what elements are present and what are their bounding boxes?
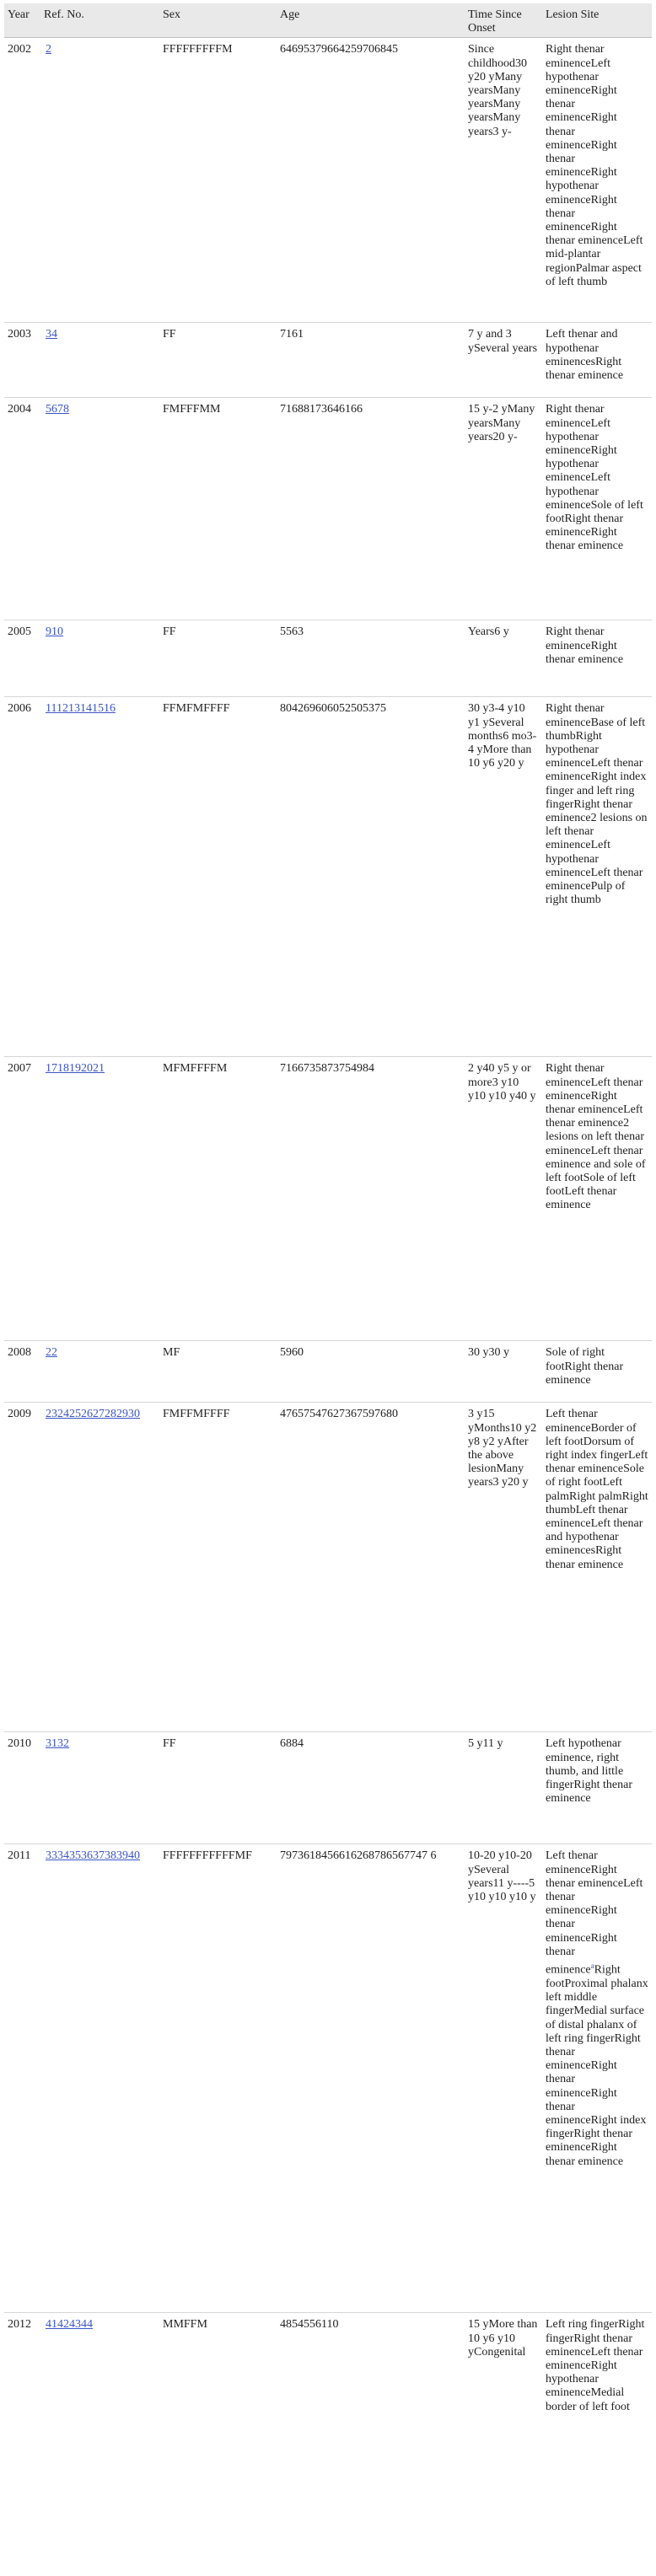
cell-time: 5 y11 y — [465, 1732, 542, 1844]
cell-year: 2008 — [4, 1341, 40, 1403]
table-row — [4, 1403, 652, 1732]
cell-year: 2002 — [4, 38, 40, 323]
header-lesion-site: Lesion Site — [542, 3, 652, 38]
cell-age: 5960 — [277, 1341, 465, 1403]
cell-year: 2007 — [4, 1057, 40, 1341]
table-row — [4, 2313, 652, 2482]
ref-link[interactable]: 3132 — [46, 1737, 69, 1751]
table-row — [4, 1057, 652, 1341]
cell-year: 2012 — [4, 2313, 40, 2482]
ref-link[interactable]: 1718192021 — [46, 1062, 105, 1076]
cell-age: 7973618456616268786567747 6 — [277, 1844, 465, 2313]
cell-sex: FFMFMFFFF — [159, 697, 277, 1057]
cell-site: Sole of right footRight thenar eminence — [542, 1341, 652, 1403]
cell-age: 71688173646166 — [277, 398, 465, 620]
cell-ref — [40, 323, 159, 398]
cell-ref — [40, 2313, 159, 2482]
cell-age: 804269606052505375 — [277, 697, 465, 1057]
ref-link[interactable]: 3334353637383940 — [46, 1849, 140, 1863]
cell-site: Left ring fingerRight fingerRight thenar eminenceLeft thenar eminenceRight hypothenar eminenceMedial border of left foot — [542, 2313, 652, 2482]
cell-ref — [40, 398, 159, 620]
table-row — [4, 620, 652, 697]
cell-site — [542, 1844, 652, 2313]
ref-link[interactable]: 5678 — [46, 403, 69, 416]
header-age: Age — [277, 3, 465, 38]
cell-ref — [40, 1057, 159, 1341]
cell-site: Right thenar eminenceRight thenar eminence — [542, 620, 652, 697]
cell-time: 7 y and 3 ySeveral years — [465, 323, 542, 398]
cell-age: 7166735873754984 — [277, 1057, 465, 1341]
cell-site: Left hypothenar eminence, right thumb, and little fingerRight thenar eminence — [542, 1732, 652, 1844]
cell-time: 3 y15 yMonths10 y2 y8 y2 yAfter the above lesionMany years3 y20 y — [465, 1403, 542, 1732]
cell-age: 7161 — [277, 323, 465, 398]
ref-link[interactable]: 2 — [46, 43, 51, 56]
cell-sex: FF — [159, 323, 277, 398]
cell-ref — [40, 1341, 159, 1403]
cell-age: 6884 — [277, 1732, 465, 1844]
header-sex: Sex — [159, 3, 277, 38]
table-row — [4, 323, 652, 398]
ref-link[interactable]: 111213141516 — [46, 702, 116, 716]
cell-ref — [40, 1732, 159, 1844]
case-table — [4, 3, 652, 2482]
cell-age: 5563 — [277, 620, 465, 697]
site-text-b: Right footProximal phalanx left middle fingerMedial surface of distal phalanx of left ring fingerRight thenar eminenceRight thenar eminenceRight thenar eminenceRight index fingerRight thenar eminenceRight thenar eminence — [546, 1963, 648, 2168]
cell-sex: MFMFFFFM — [159, 1057, 277, 1341]
header-year: Year — [4, 3, 40, 38]
cell-sex: FFFFFFFFFM — [159, 38, 277, 323]
cell-time: Years6 y — [465, 620, 542, 697]
header-ref-no: Ref. No. — [40, 3, 159, 38]
cell-sex: MF — [159, 1341, 277, 1403]
ref-link[interactable]: 2324252627282930 — [46, 1408, 140, 1421]
cell-sex: FF — [159, 1732, 277, 1844]
cell-site: Right thenar eminenceLeft hypothenar eminenceRight thenar eminenceRight thenar eminenceRight thenar eminenceRight hypothenar eminenceRight thenar eminenceRight thenar eminenceLeft mid-plantar regionPalmar aspect of left thumb — [542, 38, 652, 323]
cell-ref — [40, 1844, 159, 2313]
cell-sex: MMFFM — [159, 2313, 277, 2482]
cell-year: 2011 — [4, 1844, 40, 2313]
cell-time: Since childhood30 y20 yMany yearsMany yearsMany yearsMany years3 y- — [465, 38, 542, 323]
cell-time: 30 y3-4 y10 y1 ySeveral months6 mo3-4 yMore than 10 y6 y20 y — [465, 697, 542, 1057]
cell-year: 2004 — [4, 398, 40, 620]
cell-time: 30 y30 y — [465, 1341, 542, 1403]
cell-time: 15 yMore than 10 y6 y10 yCongenital — [465, 2313, 542, 2482]
cell-site: Left thenar eminenceBorder of left footDorsum of right index fingerLeft thenar eminenceSole of right footLeft palmRight palmRight thumbLeft thenar eminenceLeft thenar and hypothenar eminencesRight thenar eminence — [542, 1403, 652, 1732]
site-text-a: Left thenar eminenceRight thenar eminenceLeft thenar eminenceRight thenar eminenceRight thenar eminence — [546, 1849, 643, 1977]
cell-age: 47657547627367597680 — [277, 1403, 465, 1732]
table-header-row — [4, 3, 652, 38]
cell-site: Left thenar and hypothenar eminencesRight thenar eminence — [542, 323, 652, 398]
cell-year: 2006 — [4, 697, 40, 1057]
ref-link[interactable]: 34 — [46, 328, 57, 341]
cell-ref — [40, 697, 159, 1057]
cell-ref — [40, 620, 159, 697]
cell-year: 2005 — [4, 620, 40, 697]
ref-link[interactable]: 41424344 — [46, 2318, 93, 2332]
cell-ref — [40, 38, 159, 323]
cell-site: Right thenar eminenceBase of left thumbRight hypothenar eminenceLeft thenar eminenceRight index finger and left ring fingerRight thenar eminence2 lesions on left thenar eminenceLeft hypothenar eminenceLeft thenar eminencePulp of right thumb — [542, 697, 652, 1057]
table-row — [4, 1341, 652, 1403]
ref-link[interactable]: 22 — [46, 1346, 57, 1360]
cell-age: 4854556110 — [277, 2313, 465, 2482]
table-row — [4, 1732, 652, 1844]
cell-sex: FF — [159, 620, 277, 697]
cell-year: 2003 — [4, 323, 40, 398]
cell-year: 2010 — [4, 1732, 40, 1844]
table-row — [4, 1844, 652, 2313]
cell-sex: FMFFFMM — [159, 398, 277, 620]
cell-sex: FFFFFFFFFFFMF — [159, 1844, 277, 2313]
table-row — [4, 38, 652, 323]
table-row — [4, 697, 652, 1057]
cell-time: 10-20 y10-20 ySeveral years11 y----5 y10 y10 y10 y — [465, 1844, 542, 2313]
cell-site: Right thenar eminenceLeft thenar eminenceRight thenar eminenceLeft thenar eminence2 lesions on left thenar eminenceLeft thenar eminence and sole of left footSole of left footLeft thenar eminence — [542, 1057, 652, 1341]
cell-age: 64695379664259706845 — [277, 38, 465, 323]
cell-year: 2009 — [4, 1403, 40, 1732]
cell-time: 15 y-2 yMany yearsMany years20 y- — [465, 398, 542, 620]
cell-sex: FMFFMFFFF — [159, 1403, 277, 1732]
ref-link[interactable]: 910 — [46, 625, 63, 639]
header-time-since-onset: Time Since Onset — [465, 3, 542, 38]
table-row — [4, 398, 652, 620]
cell-time: 2 y40 y5 y or more3 y10 y10 y10 y40 y — [465, 1057, 542, 1341]
cell-site: Right thenar eminenceLeft hypothenar eminenceRight hypothenar eminenceLeft hypothenar eminenceSole of left footRight thenar eminenceRight thenar eminence — [542, 398, 652, 620]
footnote-mark[interactable]: a — [590, 1962, 594, 1971]
cell-ref — [40, 1403, 159, 1732]
